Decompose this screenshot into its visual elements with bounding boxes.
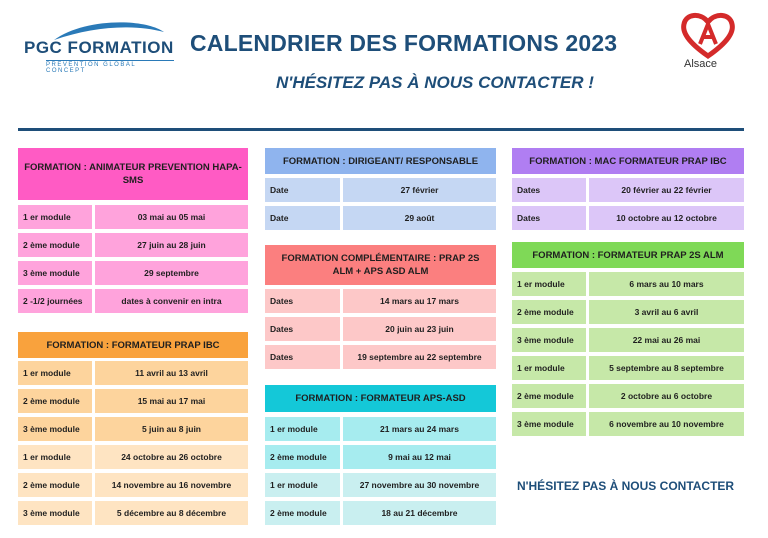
block-prap-2s-title: FORMATION : FORMATEUR PRAP 2S ALM: [512, 242, 744, 268]
row-label: Date: [265, 206, 340, 230]
block-dirigeant-title: FORMATION : DIRIGEANT/ RESPONSABLE: [265, 148, 496, 174]
row-dates: 19 septembre au 22 septembre: [343, 345, 496, 369]
row-dates: 5 décembre au 8 décembre: [95, 501, 248, 525]
row-dates: 20 février au 22 février: [589, 178, 744, 202]
table-row: [265, 445, 496, 469]
table-row: [18, 445, 248, 469]
table-row: [18, 205, 248, 229]
row-label: Date: [265, 178, 340, 202]
row-dates: dates à convenir en intra: [95, 289, 248, 313]
table-row: [18, 361, 248, 385]
row-label: 2 ème module: [265, 445, 340, 469]
row-label: Dates: [512, 206, 586, 230]
row-label: 3 ème module: [512, 328, 586, 352]
row-label: 3 ème module: [18, 417, 92, 441]
row-dates: 27 février: [343, 178, 496, 202]
table-row: [512, 384, 744, 408]
row-label: 2 ème module: [18, 473, 92, 497]
block-animateur-title: FORMATION : ANIMATEUR PREVENTION HAPA-SMS: [18, 148, 248, 200]
page-subtitle: N'HÉSITEZ PAS À NOUS CONTACTER !: [276, 73, 594, 92]
header-divider: [18, 128, 744, 131]
row-label: Dates: [265, 345, 340, 369]
row-label: Dates: [265, 289, 340, 313]
row-dates: 29 août: [343, 206, 496, 230]
row-label: 3 ème module: [18, 501, 92, 525]
row-dates: 11 avril au 13 avril: [95, 361, 248, 385]
table-row: [512, 356, 744, 380]
table-row: [512, 300, 744, 324]
row-dates: 3 avril au 6 avril: [589, 300, 744, 324]
row-label: 2 ème module: [512, 300, 586, 324]
table-row: [18, 389, 248, 413]
row-dates: 10 octobre au 12 octobre: [589, 206, 744, 230]
row-label: 2 ème module: [18, 389, 92, 413]
row-dates: 2 octobre au 6 octobre: [589, 384, 744, 408]
row-dates: 18 au 21 décembre: [343, 501, 496, 525]
table-row: [512, 412, 744, 436]
table-row: [512, 272, 744, 296]
row-label: 1 er module: [512, 356, 586, 380]
row-label: 1 er module: [512, 272, 586, 296]
table-row: [18, 261, 248, 285]
table-row: [18, 233, 248, 257]
row-label: 3 ème module: [18, 261, 92, 285]
row-label: 2 -1/2 journées: [18, 289, 92, 313]
row-dates: 9 mai au 12 mai: [343, 445, 496, 469]
table-row: [265, 178, 496, 202]
table-row: [512, 328, 744, 352]
row-label: 3 ème module: [512, 412, 586, 436]
table-row: [18, 473, 248, 497]
row-dates: 03 mai au 05 mai: [95, 205, 248, 229]
page-title: CALENDRIER DES FORMATIONS 2023: [190, 30, 618, 56]
row-dates: 27 novembre au 30 novembre: [343, 473, 496, 497]
row-label: 1 er module: [18, 205, 92, 229]
row-label: 2 ème module: [18, 233, 92, 257]
row-label: 2 ème module: [265, 501, 340, 525]
table-row: [265, 206, 496, 230]
row-label: 1 er module: [265, 473, 340, 497]
block-complementaire-title: FORMATION COMPLÉMENTAIRE : PRAP 2S ALM + APS ASD ALM: [265, 245, 496, 285]
table-row: [18, 501, 248, 525]
row-label: Dates: [512, 178, 586, 202]
row-dates: 27 juin au 28 juin: [95, 233, 248, 257]
row-label: 1 er module: [18, 361, 92, 385]
row-dates: 5 septembre au 8 septembre: [589, 356, 744, 380]
alsace-heart-icon: [678, 10, 738, 60]
row-dates: 20 juin au 23 juin: [343, 317, 496, 341]
table-row: [265, 417, 496, 441]
table-row: [18, 289, 248, 313]
row-dates: 15 mai au 17 mai: [95, 389, 248, 413]
contact-cta[interactable]: N'HÉSITEZ PAS À NOUS CONTACTER: [517, 479, 735, 493]
table-row: [265, 501, 496, 525]
pgc-logo: [14, 18, 174, 74]
row-dates: 5 juin au 8 juin: [95, 417, 248, 441]
row-dates: 6 novembre au 10 novembre: [589, 412, 744, 436]
row-dates: 14 mars au 17 mars: [343, 289, 496, 313]
row-label: Dates: [265, 317, 340, 341]
table-row: [265, 289, 496, 313]
row-dates: 21 mars au 24 mars: [343, 417, 496, 441]
row-dates: 6 mars au 10 mars: [589, 272, 744, 296]
row-label: 2 ème module: [512, 384, 586, 408]
alsace-label: Alsace: [684, 58, 718, 70]
table-row: [512, 206, 744, 230]
table-row: [265, 317, 496, 341]
row-dates: 29 septembre: [95, 261, 248, 285]
alsace-badge: [678, 10, 738, 74]
row-label: 1 er module: [265, 417, 340, 441]
table-row: [512, 178, 744, 202]
block-mac-title: FORMATION : MAC FORMATEUR PRAP IBC: [512, 148, 744, 174]
logo-text: PGC FORMATION: [24, 38, 174, 57]
row-label: 1 er module: [18, 445, 92, 469]
logo-tagline: PREVENTION GLOBAL CONCEPT: [46, 60, 174, 74]
table-row: [265, 345, 496, 369]
table-row: [265, 473, 496, 497]
block-prap-ibc-title: FORMATION : FORMATEUR PRAP IBC: [18, 332, 248, 358]
block-aps-asd-title: FORMATION : FORMATEUR APS-ASD: [265, 385, 496, 412]
table-row: [18, 417, 248, 441]
row-dates: 14 novembre au 16 novembre: [95, 473, 248, 497]
row-dates: 22 mai au 26 mai: [589, 328, 744, 352]
row-dates: 24 octobre au 26 octobre: [95, 445, 248, 469]
